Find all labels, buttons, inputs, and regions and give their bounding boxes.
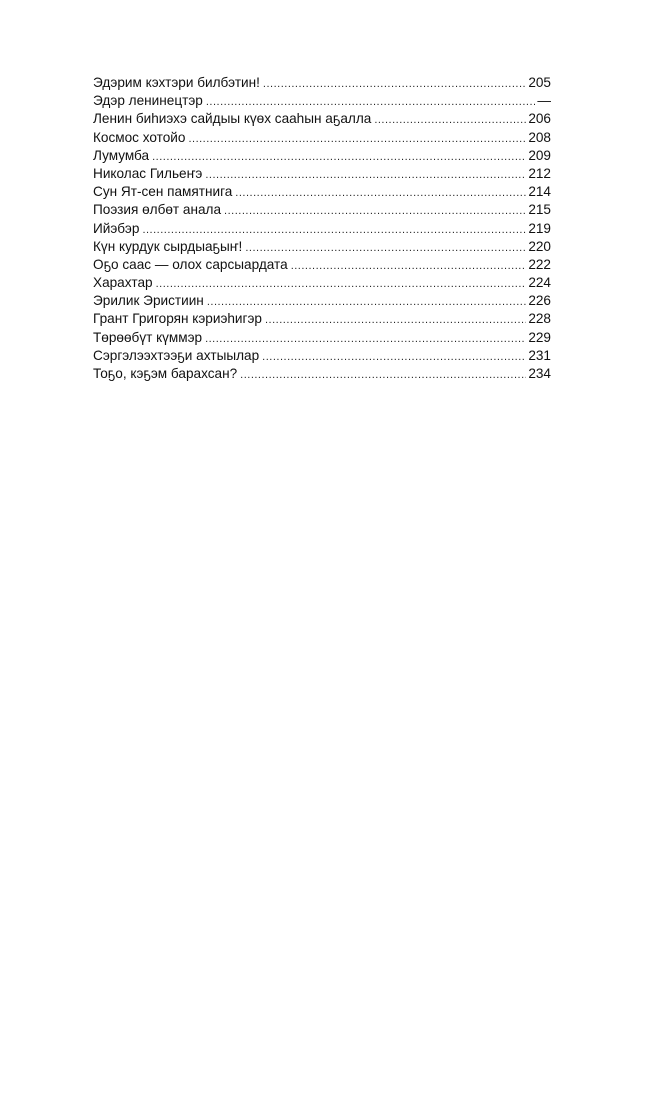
toc-entry-title: Ийэбэр <box>93 220 140 236</box>
toc-entry-title: Харахтар <box>93 275 153 291</box>
toc-dot-leader <box>206 93 536 111</box>
toc-entry <box>93 147 551 165</box>
toc-dot-leader <box>224 202 526 220</box>
toc-entry-title: Лумумба <box>93 147 150 163</box>
toc-entry <box>93 274 551 292</box>
toc-dot-leader <box>235 184 526 202</box>
toc-entry <box>93 74 551 92</box>
toc-entry-title: Ленин биhиэхэ сайдыы күөх сааhын аҕалла <box>93 111 372 127</box>
toc-entry <box>93 347 551 365</box>
toc-dot-leader <box>265 311 526 329</box>
toc-entry-title: Эдэр ленинецтэр <box>93 93 203 109</box>
toc-entry <box>93 220 551 238</box>
toc-entry-title: Грант Григорян кэриэhигэр <box>93 311 262 327</box>
toc-entry-title: Сэргэлээхтээҕи ахтыылар <box>93 347 260 363</box>
toc-entry-page: 226 <box>528 293 551 309</box>
toc-entry <box>93 165 551 183</box>
toc-dot-leader <box>240 366 526 384</box>
toc-dot-leader <box>205 330 526 348</box>
toc-dot-leader <box>205 166 526 184</box>
toc-dot-leader <box>263 75 526 93</box>
toc-entry <box>93 201 551 219</box>
toc-entry <box>93 365 551 383</box>
toc-entry-page: 209 <box>528 147 551 163</box>
toc-entry <box>93 256 551 274</box>
toc-dot-leader <box>156 275 527 293</box>
toc-entry-title: Эрилик Эристиин <box>93 293 204 309</box>
toc-entry <box>93 183 551 201</box>
toc-entry <box>93 310 551 328</box>
toc-entry-page: 220 <box>528 238 551 254</box>
toc-entry <box>93 110 551 128</box>
toc-dot-leader <box>374 111 526 129</box>
toc-entry-page: 229 <box>528 329 551 345</box>
toc-entry-title: Күн курдук сырдыаҕыҥ! <box>93 238 243 254</box>
table-of-contents <box>93 74 551 383</box>
toc-dot-leader <box>207 293 526 311</box>
toc-entry <box>93 129 551 147</box>
toc-entry-title: Космос хотойо <box>93 129 186 145</box>
toc-dot-leader <box>291 257 527 275</box>
toc-entry-title: Эдэрим кэхтэри билбэтин! <box>93 75 260 90</box>
toc-dot-leader <box>262 348 526 366</box>
toc-entry-page: 231 <box>528 347 551 363</box>
toc-entry-page: 215 <box>528 202 551 218</box>
toc-entry-page: 219 <box>528 220 551 236</box>
toc-entry-page: 206 <box>528 111 551 127</box>
toc-entry-page: 205 <box>528 75 551 90</box>
toc-entry-page: 222 <box>528 256 551 272</box>
toc-entry-title: Оҕо саас — олох сарсыардата <box>93 256 288 272</box>
toc-entry-page: 228 <box>528 311 551 327</box>
toc-dot-leader <box>142 221 526 239</box>
toc-entry-page: 208 <box>528 129 551 145</box>
toc-entry <box>93 329 551 347</box>
toc-entry-page: — <box>537 93 551 109</box>
toc-entry-page: 214 <box>528 184 551 200</box>
toc-entry-title: Сун Ят-сен памятнига <box>93 184 233 200</box>
toc-entry <box>93 92 551 110</box>
toc-entry <box>93 238 551 256</box>
toc-entry <box>93 292 551 310</box>
toc-dot-leader <box>188 130 526 148</box>
toc-entry-title: Поэзия өлбөт анала <box>93 202 222 218</box>
toc-entry-page: 224 <box>528 275 551 291</box>
toc-dot-leader <box>245 239 526 257</box>
toc-entry-title: Тоҕо, кэҕэм барахсан? <box>93 366 238 381</box>
toc-entry-page: 212 <box>528 165 551 181</box>
toc-dot-leader <box>152 148 526 166</box>
toc-entry-page: 234 <box>528 366 551 381</box>
toc-entry-title: Төрөөбүт күммэр <box>93 329 203 345</box>
toc-entry-title: Николас Гильеҥэ <box>93 165 203 181</box>
